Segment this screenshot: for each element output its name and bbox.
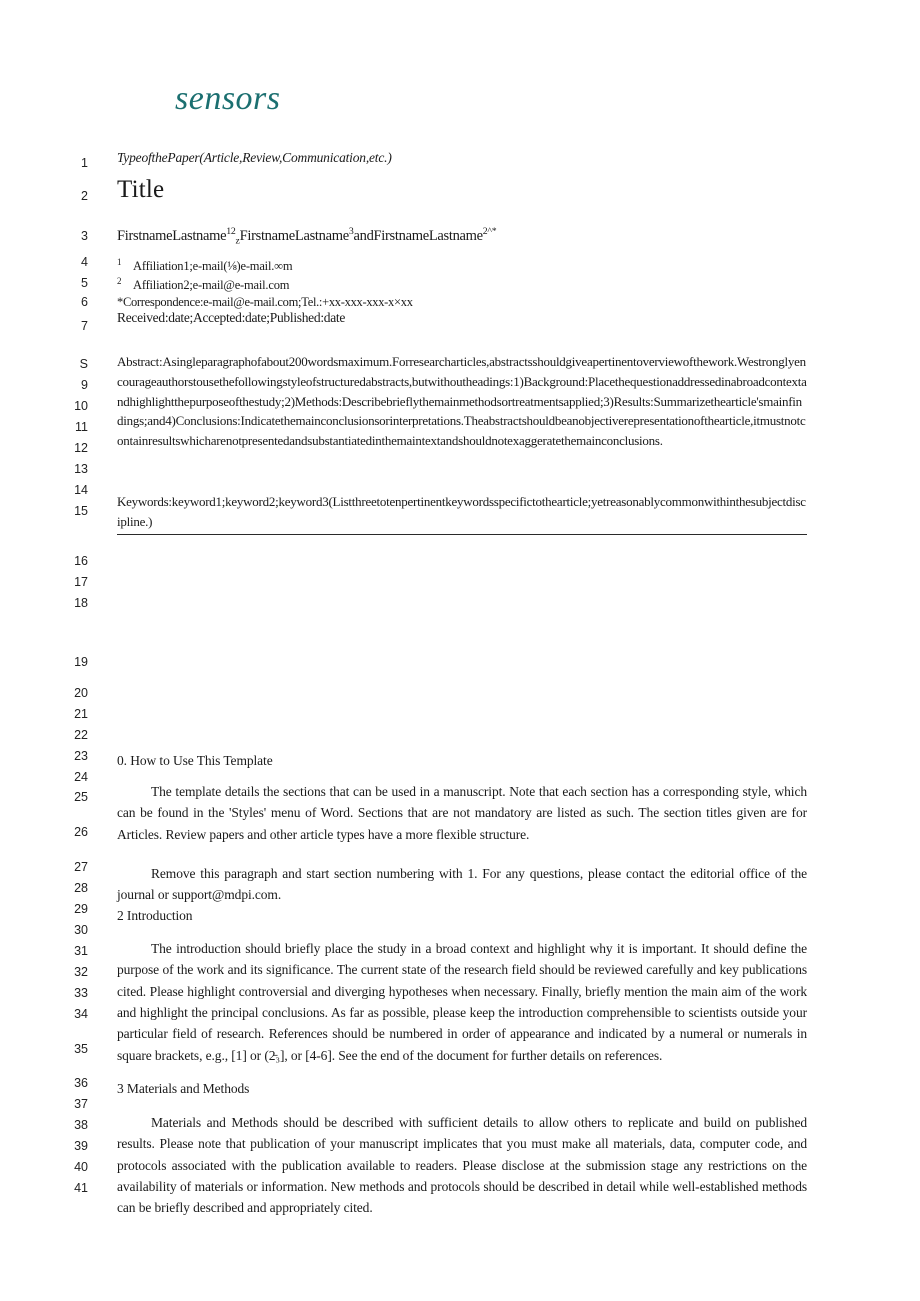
journal-masthead: sensors	[175, 80, 281, 117]
line-number: 15	[74, 504, 88, 518]
author-1-affiliation-marker: 12	[226, 226, 236, 237]
author-3-name: FirstnameLastname	[373, 227, 483, 244]
line-number: 1	[81, 156, 88, 170]
line-number: 9	[81, 378, 88, 392]
line-number: 24	[74, 770, 88, 784]
affiliation-text: Affiliation2;e-mail@e-mail.com	[133, 278, 290, 293]
line-number: 14	[74, 483, 88, 497]
section-heading-materials-and-methods: 3 Materials and Methods	[117, 1081, 250, 1096]
line-number: 13	[74, 462, 88, 476]
author-3-affiliation-marker: 2^*	[482, 226, 497, 237]
line-number: 36	[74, 1076, 88, 1090]
paper-type-line: TypeofthePaper(Article,Review,Communication,etc.)	[117, 150, 392, 165]
affiliation-row	[117, 256, 807, 275]
line-number: 19	[74, 655, 88, 669]
affiliation-marker: 1	[117, 257, 122, 267]
line-number: 29	[74, 902, 88, 916]
line-number: S	[79, 357, 88, 371]
line-number: 10	[74, 399, 88, 413]
line-number: 27	[74, 860, 88, 874]
line-number-gutter	[0, 0, 110, 1301]
line-number: 40	[74, 1160, 88, 1174]
line-number: 3	[81, 229, 88, 243]
author-separator-artifact: z	[235, 235, 240, 247]
line-number: 31	[74, 944, 88, 958]
line-number: 4	[81, 255, 88, 269]
line-number: 22	[74, 728, 88, 742]
line-number: 25	[74, 790, 88, 804]
line-number: 11	[75, 420, 88, 434]
line-number: 34	[74, 1007, 88, 1021]
author-line	[117, 226, 807, 248]
line-number: 26	[74, 825, 88, 839]
line-number: 21	[74, 707, 88, 721]
affiliation-block	[117, 256, 807, 311]
publication-dates-line: Received:date;Accepted:date;Published:date	[117, 310, 346, 325]
line-number: 17	[74, 575, 88, 589]
affiliation-text: Affiliation1;e-mail(⅛)e-mail.∞m	[133, 259, 293, 274]
abstract-paragraph: Abstract:Asingleparagraphofabout200wordsmaximum.Forresearcharticles,abstractsshouldgiveapertinentoverviewofthework.Westronglyencourageauthorstousethefollowingstyleofstructuredabstracts,butwithoutheadings:1)Background:Placethequestionaddressedinabroadcontextandhighlightthepurposeofthestudy;2)Methods:Describebrieflythemainmethodsortreatmentsapplied;3)Results:Summarizethearticle'smainfindings;and4)Conclusions:Indicatethemainconclusionsorinterpretations.Theabstractshouldbeanobjectiverepresentationofthearticle,itmustnotcontainresultswhicharenotpresentedandsubstantiatedinthemaintextandshouldnotexaggeratethemainconclusions.	[117, 354, 807, 448]
line-number: 33	[74, 986, 88, 1000]
header-divider-rule	[117, 534, 807, 535]
line-number: 32	[74, 965, 88, 979]
line-number: 18	[74, 596, 88, 610]
line-number: 12	[74, 441, 88, 455]
section-heading-how-to-use: 0. How to Use This Template	[117, 753, 273, 768]
affiliation-marker: 2	[117, 276, 122, 287]
line-number: 5	[81, 276, 88, 290]
affiliation-row	[117, 275, 807, 294]
line-number: 20	[74, 686, 88, 700]
section-heading-introduction: 2 Introduction	[117, 908, 193, 923]
line-number: 6	[81, 295, 88, 309]
page-title: Title	[117, 176, 165, 203]
line-number: 23	[74, 749, 88, 763]
author-2-name: FirstnameLastname	[239, 227, 349, 244]
author-1-name: FirstnameLastname	[117, 227, 227, 244]
keywords-paragraph: Keywords:keyword1;keyword2;keyword3(Listthreetotenpertinentkeywordsspecifictothearticle;yetreasonablycommonwithinthesubjectdiscipline.)	[117, 494, 806, 529]
author-conjunction-and: and	[353, 227, 374, 244]
line-number: 30	[74, 923, 88, 937]
section-paragraph-introduction: The introduction should briefly place the study in a broad context and highlight why it is important. It should define the purpose of the work and its significance. The current state of the research field should be reviewed carefully and key publications cited. Please highlight controversial and diverging hypotheses when necessary. Finally, briefly mention the main aim of the work and highlight the principal conclusions. As far as possible, please keep the introduction comprehensible to scientists outside your particular field of research. References should be numbered in order of appearance and indicated by a numeral or numerals in square brackets, e.g., [1] or (2̵₃], or [4-6]. See the end of the document for further details on references.	[117, 941, 807, 1063]
line-number: 16	[74, 554, 88, 568]
line-number: 37	[74, 1097, 88, 1111]
line-number: 38	[74, 1118, 88, 1132]
author-2-affiliation-marker: 3	[348, 226, 354, 237]
line-number: 7	[81, 319, 88, 333]
section-paragraph-materials-and-methods: Materials and Methods should be described with sufficient details to allow others to replicate and build on published results. Please note that publication of your manuscript implicates that you must make all materials, data, computer code, and protocols associated with the publication available to readers. Please disclose at the submission stage any restrictions on the availability of materials or information. New methods and protocols should be described in detail while well-established methods can be briefly described and appropriately cited.	[117, 1115, 807, 1216]
line-number: 35	[74, 1042, 88, 1056]
line-number: 41	[74, 1181, 88, 1195]
line-number: 39	[74, 1139, 88, 1153]
section-paragraph-remove-note: Remove this paragraph and start section numbering with 1. For any questions, please contact the editorial office of the journal or support@mdpi.com.	[117, 866, 807, 903]
correspondence-line: *Correspondence:e-mail@e-mail.com;Tel.:+xx-xxx-xxx-x×xx	[117, 295, 413, 310]
line-number: 2	[81, 189, 88, 203]
line-number: 28	[74, 881, 88, 895]
section-paragraph-how-to-use: The template details the sections that can be used in a manuscript. Note that each section has a corresponding style, which can be found in the 'Styles' menu of Word. Sections that are not mandatory are listed as such. The section titles given are for Articles. Review papers and other article types have a more flexible structure.	[117, 784, 807, 842]
